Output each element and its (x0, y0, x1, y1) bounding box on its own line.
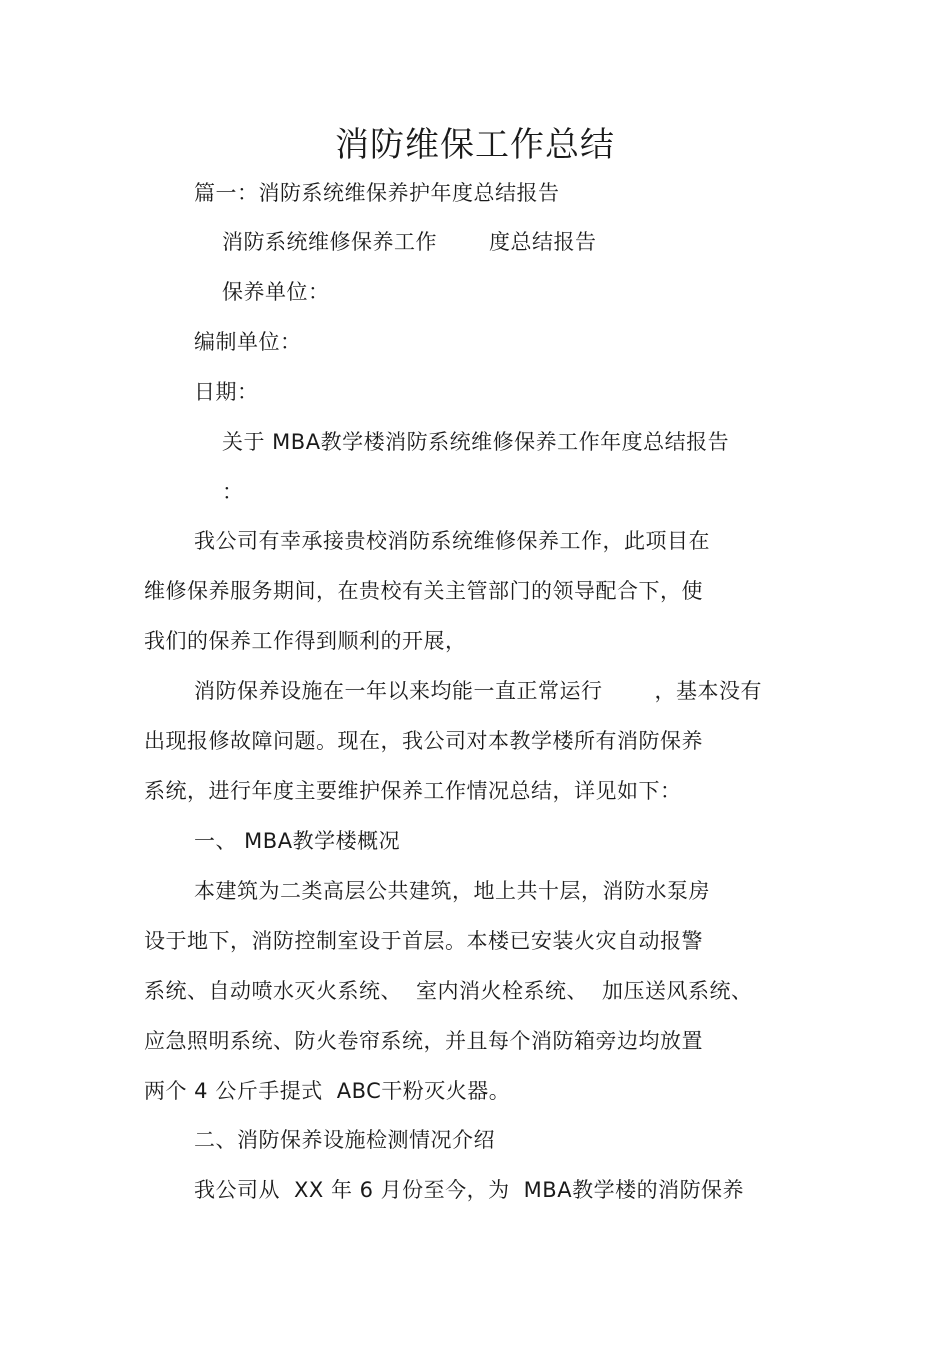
line-text: ABC干粉灭火器。 (336, 1079, 511, 1103)
paragraph-2-line-3 (144, 776, 682, 806)
line-text: 消防系统维修保养工作 (222, 230, 437, 254)
report-title-line (222, 227, 597, 257)
line-text: 系统，进行年度主要维护保养工作情况总结，详见如下： (144, 779, 682, 803)
line-text: 度总结报告 (489, 230, 597, 254)
date-line (194, 377, 259, 407)
paragraph-3-line-5 (144, 1076, 510, 1106)
line-text: 二、消防保养设施检测情况介绍 (194, 1128, 495, 1152)
line-text: 我公司从 (194, 1178, 280, 1202)
colon-line (222, 477, 244, 507)
line-text: 消防保养设施在一年以来均能一直正常运行 (194, 679, 603, 703)
line-text: 室内消火栓系统、 (416, 979, 588, 1003)
maintenance-unit-line (222, 277, 330, 307)
paragraph-2-line-2 (144, 726, 703, 756)
line-text: 日期： (194, 380, 259, 404)
line-text: 我们的保养工作得到顺利的开展， (144, 629, 467, 653)
line-text: XX 年 6 月份至今，为 (294, 1178, 510, 1202)
line-text: ，基本没有 (654, 679, 762, 703)
paragraph-1-line-1 (194, 526, 710, 556)
paragraph-4-line-1 (194, 1175, 744, 1205)
line-text: 设于地下，消防控制室设于首层。本楼已安装火灾自动报警 (144, 929, 703, 953)
report-subject-line (222, 427, 729, 457)
paragraph-2-line-1 (194, 676, 762, 706)
line-text: 出现报修故障问题。现在，我公司对本教学楼所有消防保养 (144, 729, 703, 753)
line-text: ： (222, 480, 244, 504)
line-text: 保养单位： (222, 280, 330, 304)
line-text: 两个 4 公斤手提式 (144, 1079, 323, 1103)
paragraph-3-line-2 (144, 926, 703, 956)
compiling-unit-line (194, 327, 302, 357)
line-text: 系统、自动喷水灭火系统、 (144, 979, 402, 1003)
line-text: 篇一：消防系统维保养护年度总结报告 (194, 181, 560, 205)
line-text: 维修保养服务期间，在贵校有关主管部门的领导配合下，使 (144, 579, 703, 603)
paragraph-3-line-1 (194, 876, 710, 906)
section-heading-part1 (194, 178, 560, 208)
section-heading-1 (194, 826, 400, 856)
line-text: 应急照明系统、防火卷帘系统，并且每个消防箱旁边均放置 (144, 1029, 703, 1053)
paragraph-3-line-4 (144, 1026, 703, 1056)
line-text: 关于 MBA教学楼消防系统维修保养工作年度总结报告 (222, 430, 730, 454)
line-text: 一、 MBA教学楼概况 (194, 829, 401, 853)
paragraph-1-line-2 (144, 576, 703, 606)
line-text: 本建筑为二类高层公共建筑，地上共十层，消防水泵房 (194, 879, 710, 903)
document-title: 消防维保工作总结 (335, 125, 615, 165)
line-text: 编制单位： (194, 330, 302, 354)
paragraph-3-line-3 (144, 976, 753, 1006)
paragraph-1-line-3 (144, 626, 467, 656)
line-text: 加压送风系统、 (602, 979, 753, 1003)
line-text: 我公司有幸承接贵校消防系统维修保养工作，此项目在 (194, 529, 710, 553)
section-heading-2 (194, 1125, 495, 1155)
line-text: MBA教学楼的消防保养 (523, 1178, 745, 1202)
